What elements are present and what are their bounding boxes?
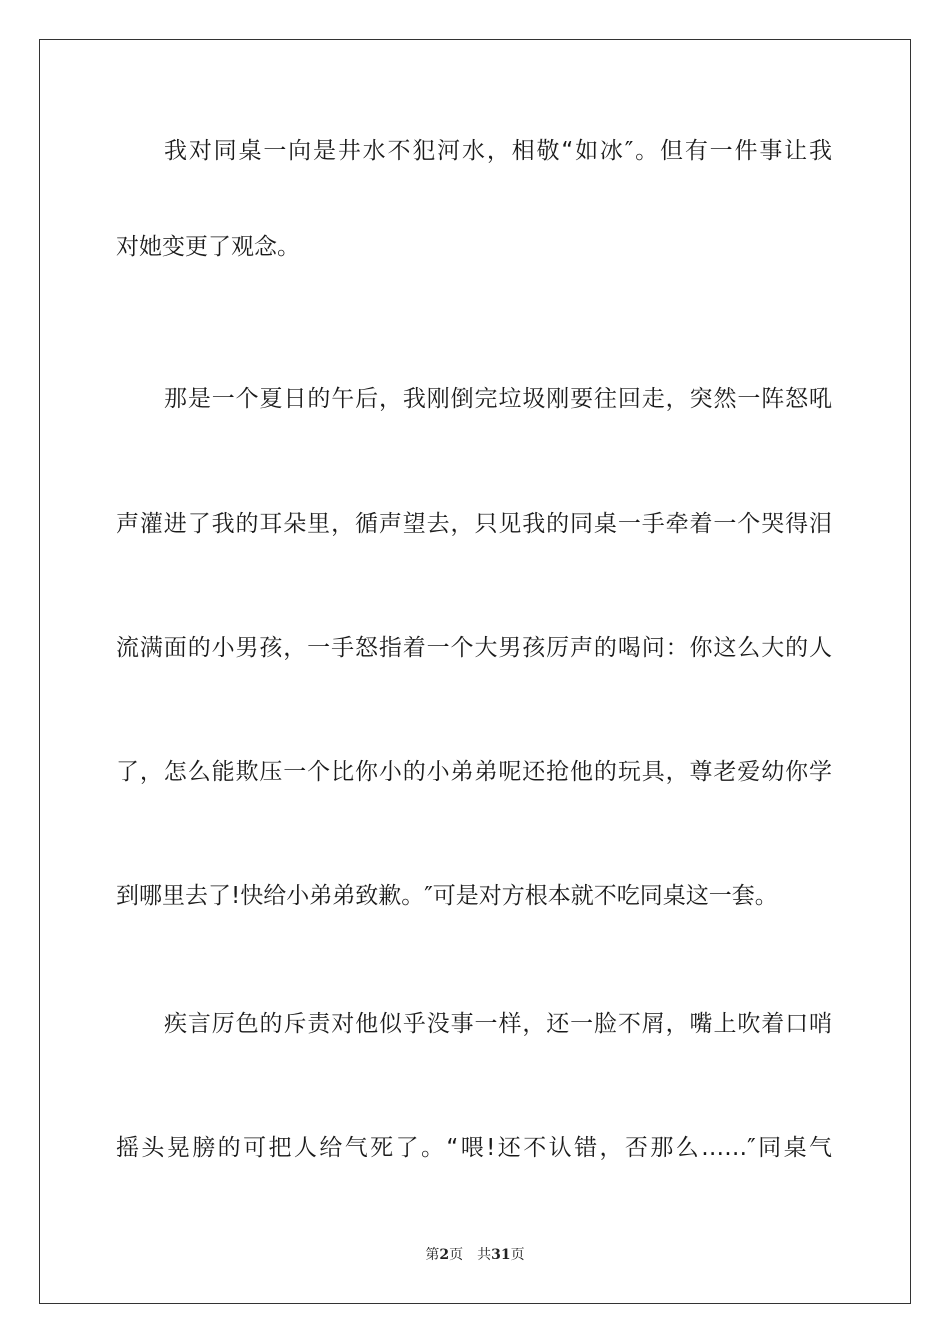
footer-page-suffix: 页 [449, 1247, 464, 1263]
footer-page-prefix: 第 [425, 1247, 440, 1263]
footer-total-suffix: 页 [510, 1247, 525, 1263]
footer-total-pages: 31 [491, 1247, 511, 1263]
paragraph-2-line-2: 声灌进了我的耳朵里，循声望去，只见我的同桌一手牵着一个哭得泪 [116, 511, 832, 537]
paragraph-1-line-2: 对她变更了观念。 [116, 234, 300, 260]
paragraph-2-line-1: 那是一个夏日的午后，我刚倒完垃圾刚要往回走，突然一阵怒吼 [164, 386, 832, 412]
page-footer [0, 1246, 950, 1264]
paragraph-3-line-1: 疾言厉色的斥责对他似乎没事一样，还一脸不屑，嘴上吹着口哨 [164, 1011, 832, 1037]
page-border [39, 39, 911, 1304]
footer-page-number: 2 [439, 1247, 450, 1263]
paragraph-3-line-2: 摇头晃膀的可把人给气死了。“喂!还不认错，否那么……″同桌气 [116, 1135, 832, 1161]
paragraph-2-line-3: 流满面的小男孩，一手怒指着一个大男孩厉声的喝问：你这么大的人 [116, 635, 832, 661]
paragraph-2-line-4: 了，怎么能欺压一个比你小的小弟弟呢还抢他的玩具，尊老爱幼你学 [116, 759, 832, 785]
paragraph-1-line-1: 我对同桌一向是井水不犯河水，相敬“如冰″。但有一件事让我 [164, 138, 832, 164]
paragraph-2-line-5: 到哪里去了!快给小弟弟致歉。″可是对方根本就不吃同桌这一套。 [116, 883, 778, 909]
footer-total-prefix: 共 [477, 1247, 492, 1263]
